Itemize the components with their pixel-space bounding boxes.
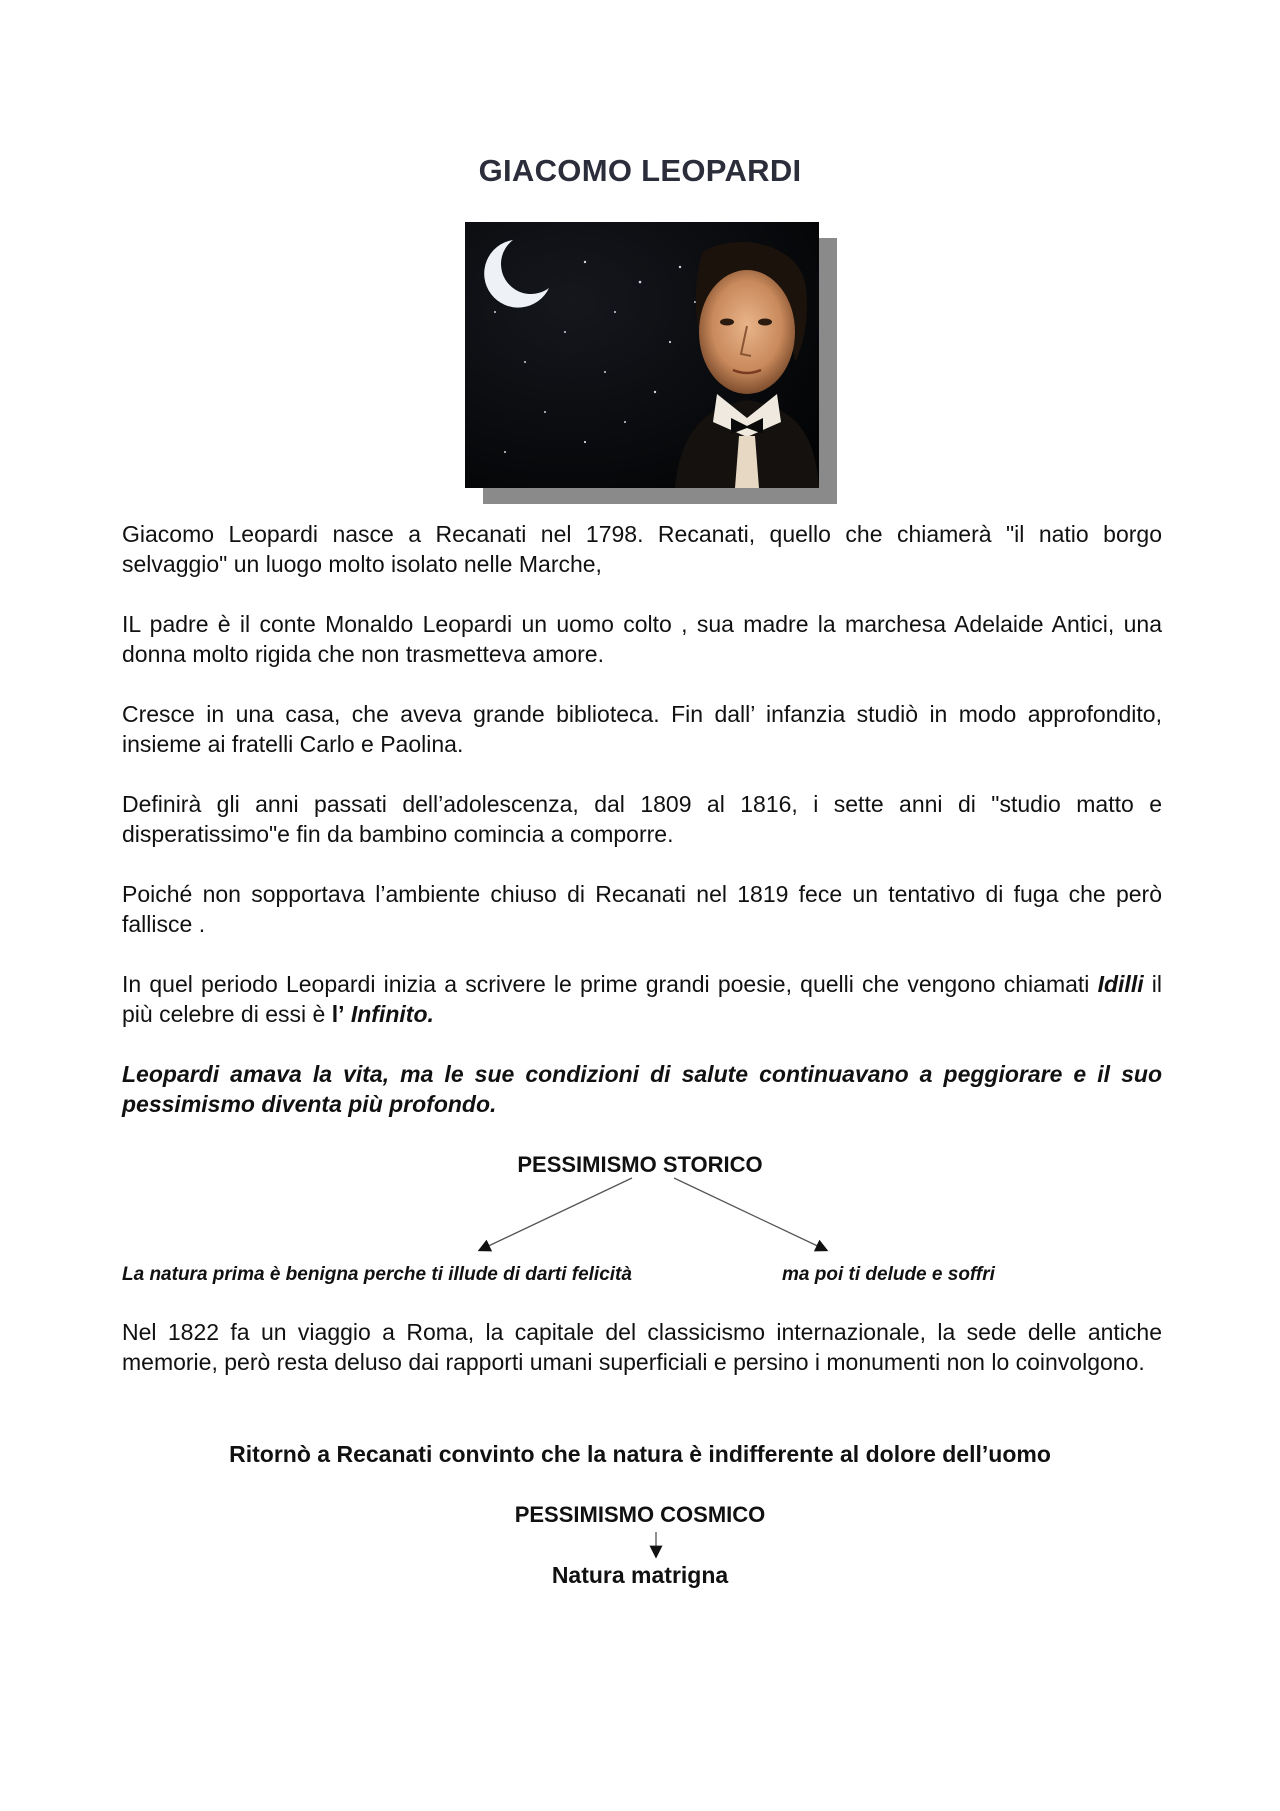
paragraph-roma: Nel 1822 fa un viaggio a Roma, la capitale del classicismo internazionale, la sede delle antiche memorie, però resta deluso dai rapporti umani superficiali e persino i monumenti non lo coinvolgono.	[122, 1319, 1162, 1375]
idilli-text-before: In quel periodo Leopardi inizia a scrivere le prime grandi poesie, quelli che vengono chiamati	[122, 971, 1098, 997]
idilli-title: Idilli	[1097, 971, 1144, 997]
paragraph-parents: IL padre è il conte Monaldo Leopardi un uomo colto , sua madre la marchesa Adelaide Antici, una donna molto rigida che non trasmetteva amore.	[122, 611, 1162, 667]
paragraph-escape: Poiché non sopportava l’ambiente chiuso di Recanati nel 1819 fece un tentativo di fuga che però fallisce .	[122, 881, 1162, 937]
paragraph-adolescence: Definirà gli anni passati dell’adolescenza, dal 1809 al 1816, i sette anni di "studio matto e disperatissimo"e fin da bambino comincia a comporre.	[122, 791, 1162, 847]
paragraph-childhood: Cresce in una casa, che aveva grande biblioteca. Fin dall’ infanzia studiò in modo approfondito, insieme ai fratelli Carlo e Paolina.	[122, 701, 1162, 757]
caption-delude: ma poi ti delude e soffri	[782, 1264, 995, 1285]
arrow-right	[674, 1178, 826, 1250]
infinito-article: l’	[331, 1001, 345, 1027]
arrow-left	[480, 1178, 632, 1250]
paragraph-birth: Giacomo Leopardi nasce a Recanati nel 1798. Recanati, quello che chiamerà "il natio borgo selvaggio" un luogo molto isolato nelle Marche,	[122, 521, 1162, 577]
infinito-title: Infinito.	[344, 1001, 434, 1027]
paragraph-emphasis: Leopardi amava la vita, ma le sue condizioni di salute continuavano a peggiorare e il suo pessimismo diventa più profondo.	[122, 1061, 1162, 1117]
caption-natura-benigna: La natura prima è benigna perche ti illude di darti felicità	[122, 1264, 632, 1285]
conclusion-text: Ritornò a Recanati convinto che la natura è indifferente al dolore dell’uomo	[229, 1441, 1051, 1467]
page-title: GIACOMO LEOPARDI	[478, 153, 802, 188]
natura-matrigna-label: Natura matrigna	[551, 1562, 729, 1588]
idilli-text-middle: il più celebre di essi è	[122, 971, 1162, 1027]
pessimismo-cosmico-label: PESSIMISMO COSMICO	[514, 1502, 766, 1527]
pessimismo-storico-label: PESSIMISMO STORICO	[517, 1152, 763, 1177]
